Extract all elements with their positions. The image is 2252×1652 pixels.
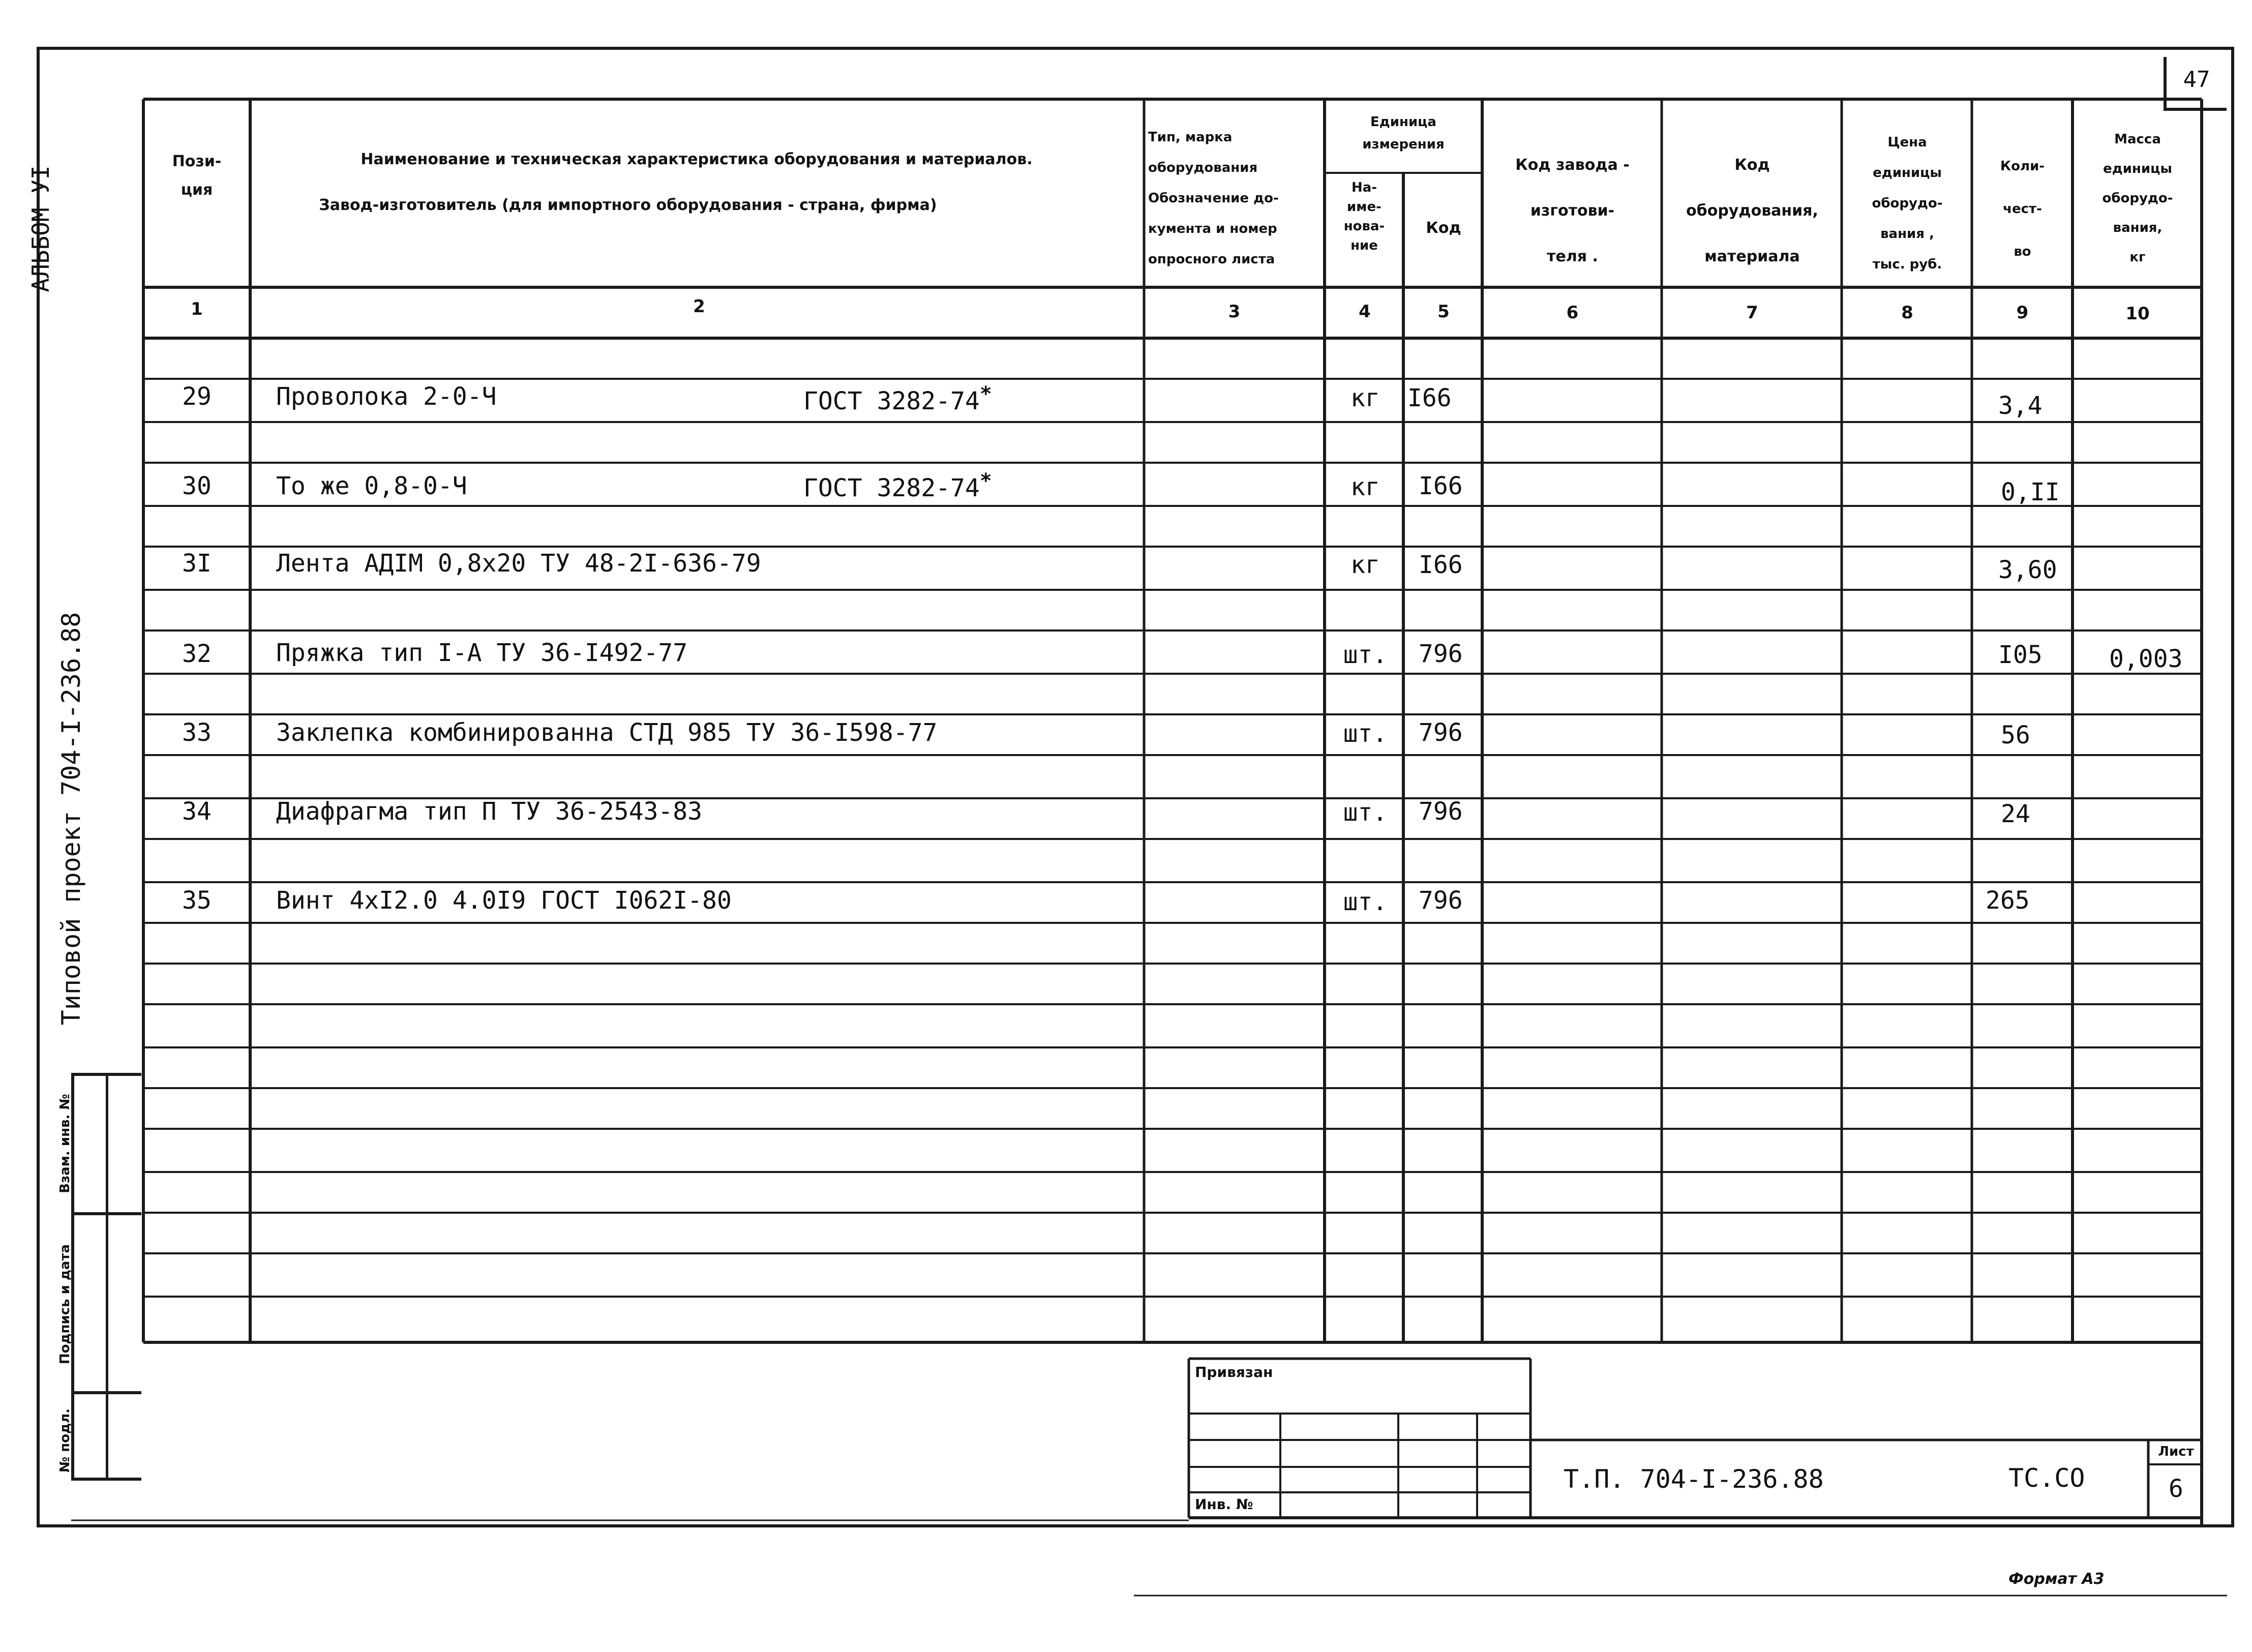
- stamp-vzam-inv: Взам. инв. №: [57, 1094, 73, 1193]
- stamp-no-podl: № подл.: [57, 1408, 73, 1473]
- row-code: 796: [1419, 640, 1463, 668]
- header-factory-code: Код завода - изготови- теля .: [1515, 156, 1630, 265]
- header-name-line1: Наименование и техническая характеристика оборудования и материалов.: [361, 151, 1033, 168]
- header-unit-code: Код: [1426, 219, 1461, 237]
- header-mass: Масса единицы оборудо- вания, кг: [2102, 132, 2173, 265]
- row-mass: 0,003: [2109, 645, 2183, 673]
- row-name: Заклепка комбинированна СТД 985 ТУ 36-I598-77: [276, 718, 938, 747]
- row-quantity: I05: [1998, 641, 2043, 669]
- row-position: 35: [182, 886, 212, 915]
- colnum-2: 2: [693, 296, 705, 317]
- colnum-7: 7: [1746, 303, 1758, 323]
- row-position: 3I: [182, 549, 212, 578]
- sheet-number-top: 47: [2183, 67, 2210, 93]
- header-quantity: Коли- чест- во: [2000, 159, 2045, 259]
- row-position: 34: [182, 797, 212, 826]
- row-name: Винт 4хI2.0 4.0I9 ГОСТ I062I-80: [276, 886, 732, 915]
- row-quantity: 3,4: [1998, 392, 2043, 420]
- row-quantity: 0,II: [2001, 478, 2060, 506]
- row-unit: шт.: [1343, 888, 1388, 916]
- header-position: Пози- ция: [172, 153, 222, 199]
- row-quantity: 3,60: [1998, 556, 2057, 584]
- privyazan-label: Привязан: [1195, 1364, 1273, 1380]
- document-code: Т.П. 704-I-236.88: [1564, 1464, 1824, 1494]
- row-code: I66: [1419, 472, 1463, 500]
- colnum-4: 4: [1359, 302, 1371, 322]
- row-code: I66: [1407, 384, 1452, 412]
- header-name-line2: Завод-изготовитель (для импортного оборудования - страна, фирма): [319, 196, 937, 214]
- stamp-podpis-data: Подпись и дата: [57, 1244, 73, 1365]
- colnum-1: 1: [191, 299, 203, 319]
- row-unit: шт.: [1343, 641, 1388, 669]
- album-label: АЛЬБОМ УI: [27, 165, 54, 292]
- row-position: 32: [182, 640, 212, 668]
- row-unit: кг: [1350, 473, 1380, 501]
- document-mark: ТС.СО: [2008, 1463, 2085, 1493]
- row-code: 796: [1419, 797, 1463, 826]
- row-quantity: 265: [1986, 886, 2030, 915]
- header-unit-name: На- име- нова- ние: [1343, 180, 1385, 253]
- colnum-3: 3: [1228, 302, 1241, 322]
- row-quantity: 24: [2001, 800, 2030, 828]
- row-quantity: 56: [2001, 721, 2030, 749]
- row-name: Диафрагма тип П ТУ 36-2543-83: [276, 797, 703, 826]
- colnum-8: 8: [1901, 303, 1913, 323]
- row-code: 796: [1419, 718, 1463, 747]
- colnum-9: 9: [2016, 303, 2029, 323]
- colnum-5: 5: [1437, 302, 1450, 322]
- sheet-value: 6: [2169, 1475, 2183, 1503]
- header-price: Цена единицы оборудо- вания , тыс. руб.: [1872, 135, 1943, 272]
- row-name: То же 0,8-0-Ч: [276, 472, 467, 500]
- format-label: Формат А3: [2008, 1570, 2105, 1588]
- row-name: Пряжка тип I-А ТУ 36-I492-77: [276, 639, 688, 667]
- colnum-6: 6: [1566, 303, 1579, 323]
- header-equipment-code: Код оборудования, материала: [1686, 156, 1818, 265]
- row-code: I66: [1419, 551, 1463, 579]
- row-code: 796: [1419, 886, 1463, 915]
- sheet-label: Лист: [2158, 1444, 2194, 1459]
- row-unit: шт.: [1343, 719, 1388, 748]
- inv-no-label: Инв. №: [1195, 1496, 1253, 1513]
- row-name: Лента АДIМ 0,8х20 ТУ 48-2I-636-79: [276, 549, 761, 578]
- colnum-10: 10: [2125, 304, 2150, 324]
- row-doc: ГОСТ 3282-74*: [803, 469, 992, 502]
- header-type-mark: Тип, марка оборудования Обозначение до- кумента и номер опросного листа: [1148, 130, 1279, 267]
- row-unit: шт.: [1343, 798, 1388, 827]
- row-name: Проволока 2-0-Ч: [276, 382, 497, 411]
- row-position: 30: [182, 472, 212, 500]
- row-unit: кг: [1350, 551, 1380, 579]
- row-position: 29: [182, 382, 212, 411]
- project-label: Типовой проект 704-I-236.88: [56, 612, 86, 1026]
- row-unit: кг: [1350, 384, 1380, 412]
- row-doc: ГОСТ 3282-74*: [803, 382, 992, 415]
- row-position: 33: [182, 718, 212, 747]
- header-unit: Единица измерения: [1362, 114, 1445, 152]
